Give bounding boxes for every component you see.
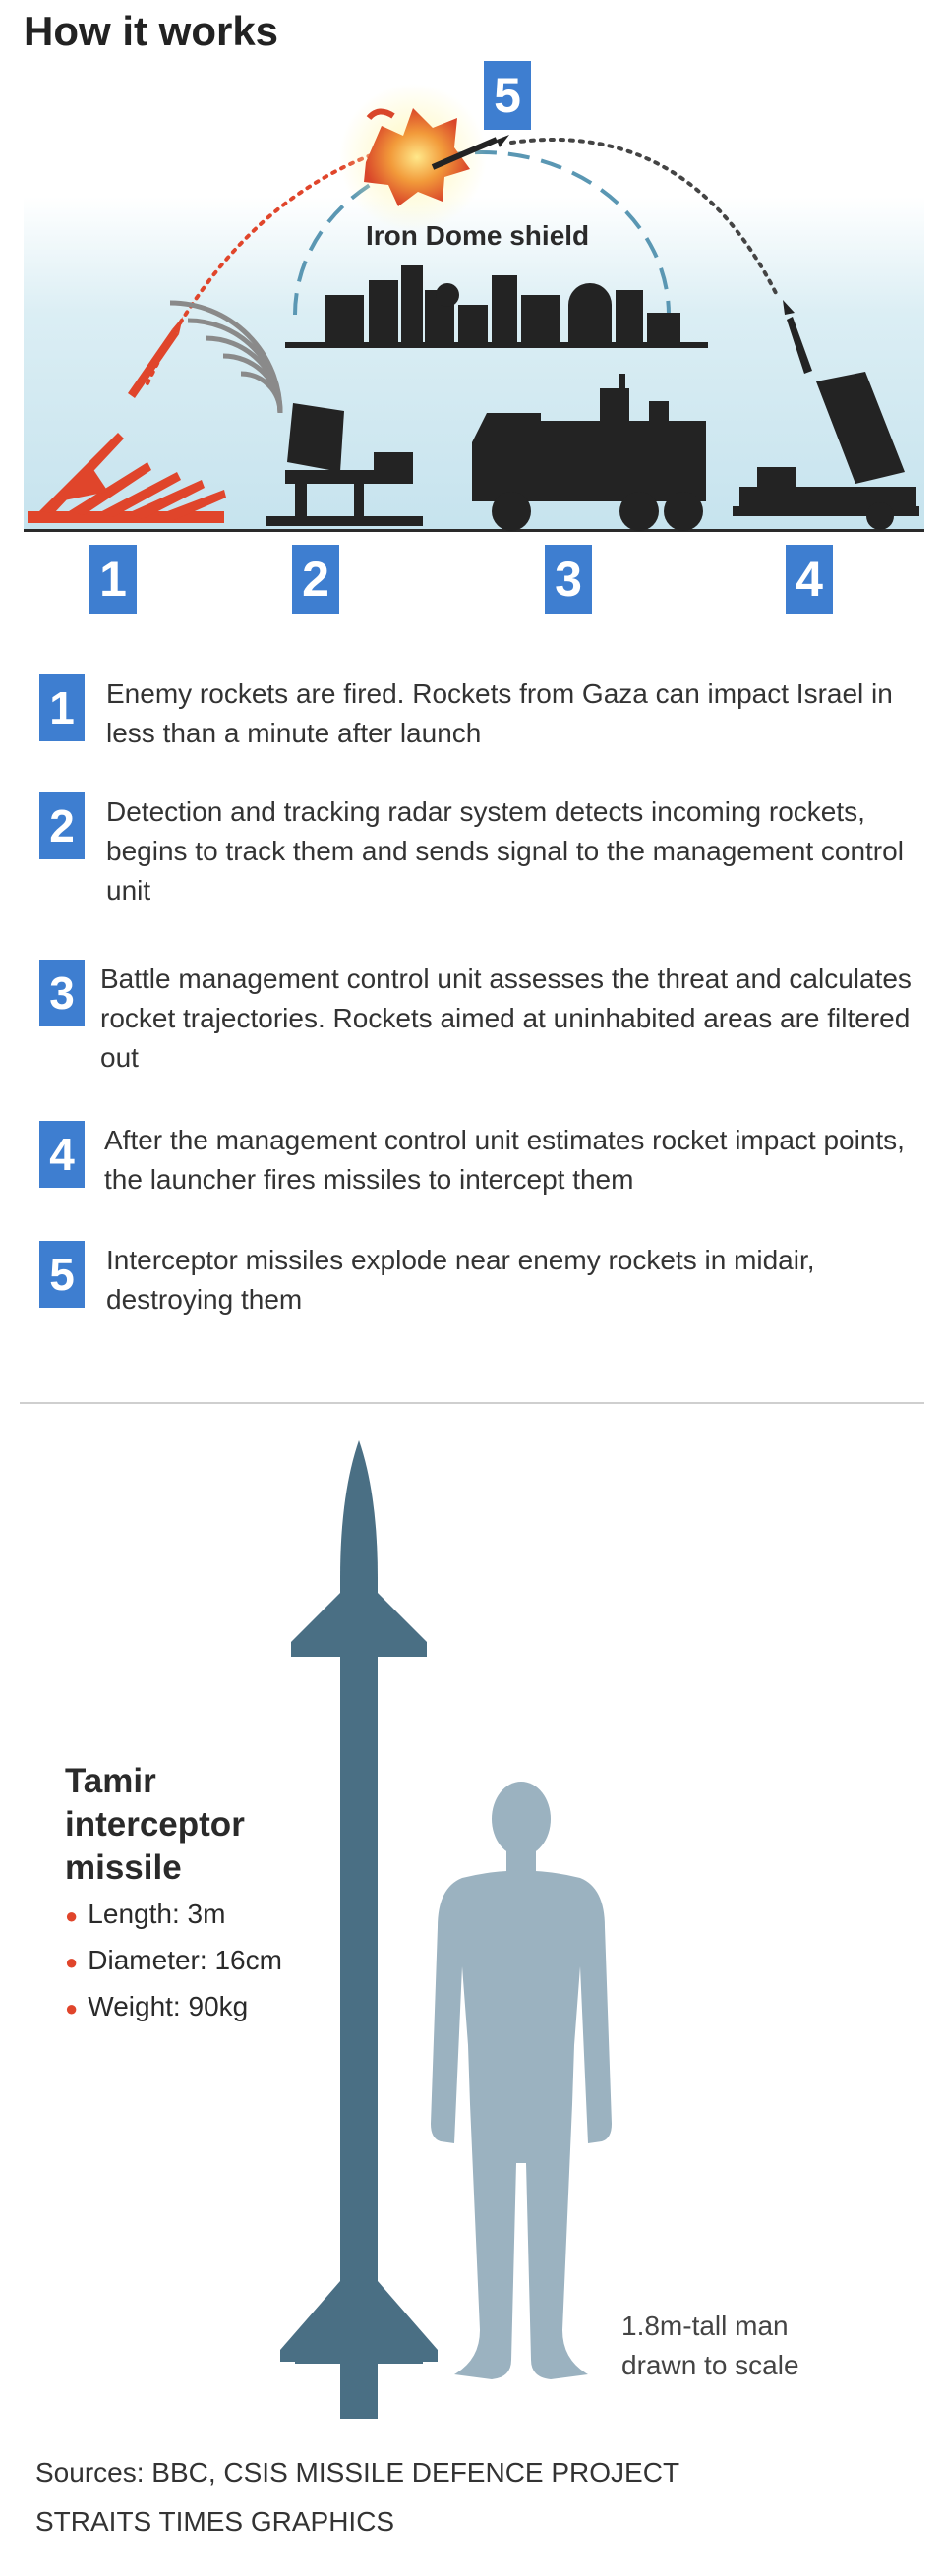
section-divider [20,1402,924,1404]
sources-line: Sources: BBC, CSIS MISSILE DEFENCE PROJECT [35,2457,680,2488]
missile-name: Tamir interceptor missile [65,1762,245,1887]
stage-badge-3: 3 [545,545,592,614]
step-number: 4 [39,1121,85,1188]
step-text: Detection and tracking radar system detects incoming rockets, begins to track them and sends signal to the management control unit [106,796,904,906]
page-title: How it works [24,8,279,54]
step-number: 3 [39,960,85,1026]
bullet-icon: ● [65,1903,79,1929]
stage-badge-1: 1 [89,545,137,614]
step-text: Battle management control unit assesses the threat and calculates rocket trajectories. Rockets aimed at uninhabited areas are filtered out [100,964,912,1073]
stage-badge-2: 2 [292,545,339,614]
bullet-icon: ● [65,1950,79,1975]
spec-diameter: ● Diameter: 16cm [65,1945,282,1976]
man-caption: 1.8m-tall man drawn to scale [621,2311,799,2380]
step-number: 1 [39,674,85,741]
stage-badge-4: 4 [786,545,833,614]
sources [35,2448,679,2547]
missile-specs [65,1892,282,2030]
step-number: 2 [39,792,85,859]
step-number: 5 [39,1241,85,1308]
step-text: After the management control unit estimates rocket impact points, the launcher fires missiles to intercept them [104,1125,905,1195]
iron-dome-diagram [0,0,944,629]
ground-line [24,529,924,532]
stage-badge-5: 5 [484,61,531,130]
bullet-icon: ● [65,1996,79,2021]
step-text: Interceptor missiles explode near enemy rockets in midair, destroying them [106,1245,815,1315]
man-silhouette-icon [431,1782,612,2379]
spec-length: ● Length: 3m [65,1899,226,1929]
credit-line: STRAITS TIMES GRAPHICS [35,2506,395,2537]
shield-label: Iron Dome shield [366,220,590,251]
spec-weight: ● Weight: 90kg [65,1991,249,2022]
step-text: Enemy rockets are fired. Rockets from Gaza can impact Israel in less than a minute after launch [106,678,893,748]
missile-icon [280,1440,438,2419]
